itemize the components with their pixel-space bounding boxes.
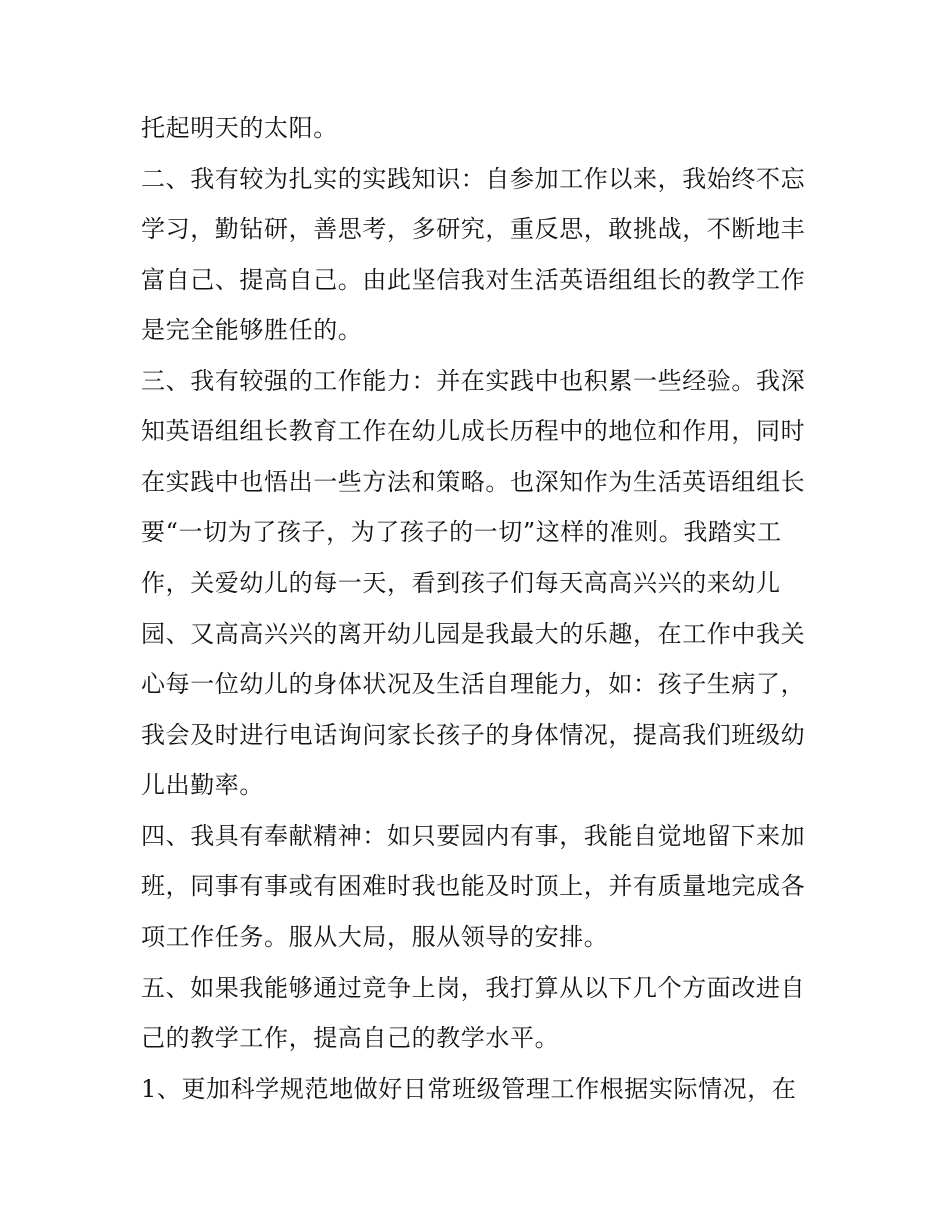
text-line: 在实践中也悟出一些方法和策略。也深知作为生活英语组组长 bbox=[141, 468, 806, 496]
text-line: 五、如果我能够通过竞争上岗，我打算从以下几个方面改进自 bbox=[141, 974, 806, 1002]
text-line: 四、我具有奉献精神：如只要园内有事，我能自觉地留下来加 bbox=[141, 822, 806, 850]
text-line: 己的教学工作，提高自己的教学水平。 bbox=[141, 1024, 560, 1052]
text-line: 三、我有较强的工作能力：并在实践中也积累一些经验。我深 bbox=[141, 367, 806, 395]
text-line: 心每一位幼儿的身体状况及生活自理能力，如：孩子生病了， bbox=[141, 670, 806, 698]
text-line: 二、我有较为扎实的实践知识：自参加工作以来，我始终不忘 bbox=[141, 165, 806, 193]
text-line: 要“一切为了孩子，为了孩子的一切”这样的准则。我踏实工 bbox=[141, 518, 782, 546]
text-line: 知英语组组长教育工作在幼儿成长历程中的地位和作用，同时 bbox=[141, 417, 806, 445]
text-line: 班，同事有事或有困难时我也能及时顶上，并有质量地完成各 bbox=[141, 872, 806, 900]
text-line: 学习，勤钻研，善思考，多研究，重反思，敢挑战，不断地丰 bbox=[141, 215, 806, 243]
text-line: 托起明天的太阳。 bbox=[141, 114, 338, 142]
text-line: 园、又高高兴兴的离开幼儿园是我最大的乐趣，在工作中我关 bbox=[141, 620, 806, 648]
text-line: 富自己、提高自己。由此坚信我对生活英语组组长的教学工作 bbox=[141, 266, 806, 294]
text-line: 作，关爱幼儿的每一天，看到孩子们每天高高兴兴的来幼儿 bbox=[141, 569, 781, 597]
text-line: 1、更加科学规范地做好日常班级管理工作根据实际情况，在 bbox=[141, 1075, 797, 1103]
text-line: 儿出勤率。 bbox=[141, 771, 264, 799]
text-line: 项工作任务。服从大局，服从领导的安排。 bbox=[141, 923, 609, 951]
text-line: 是完全能够胜任的。 bbox=[141, 316, 363, 344]
text-line: 我会及时进行电话询问家长孩子的身体情况，提高我们班级幼 bbox=[141, 721, 806, 749]
